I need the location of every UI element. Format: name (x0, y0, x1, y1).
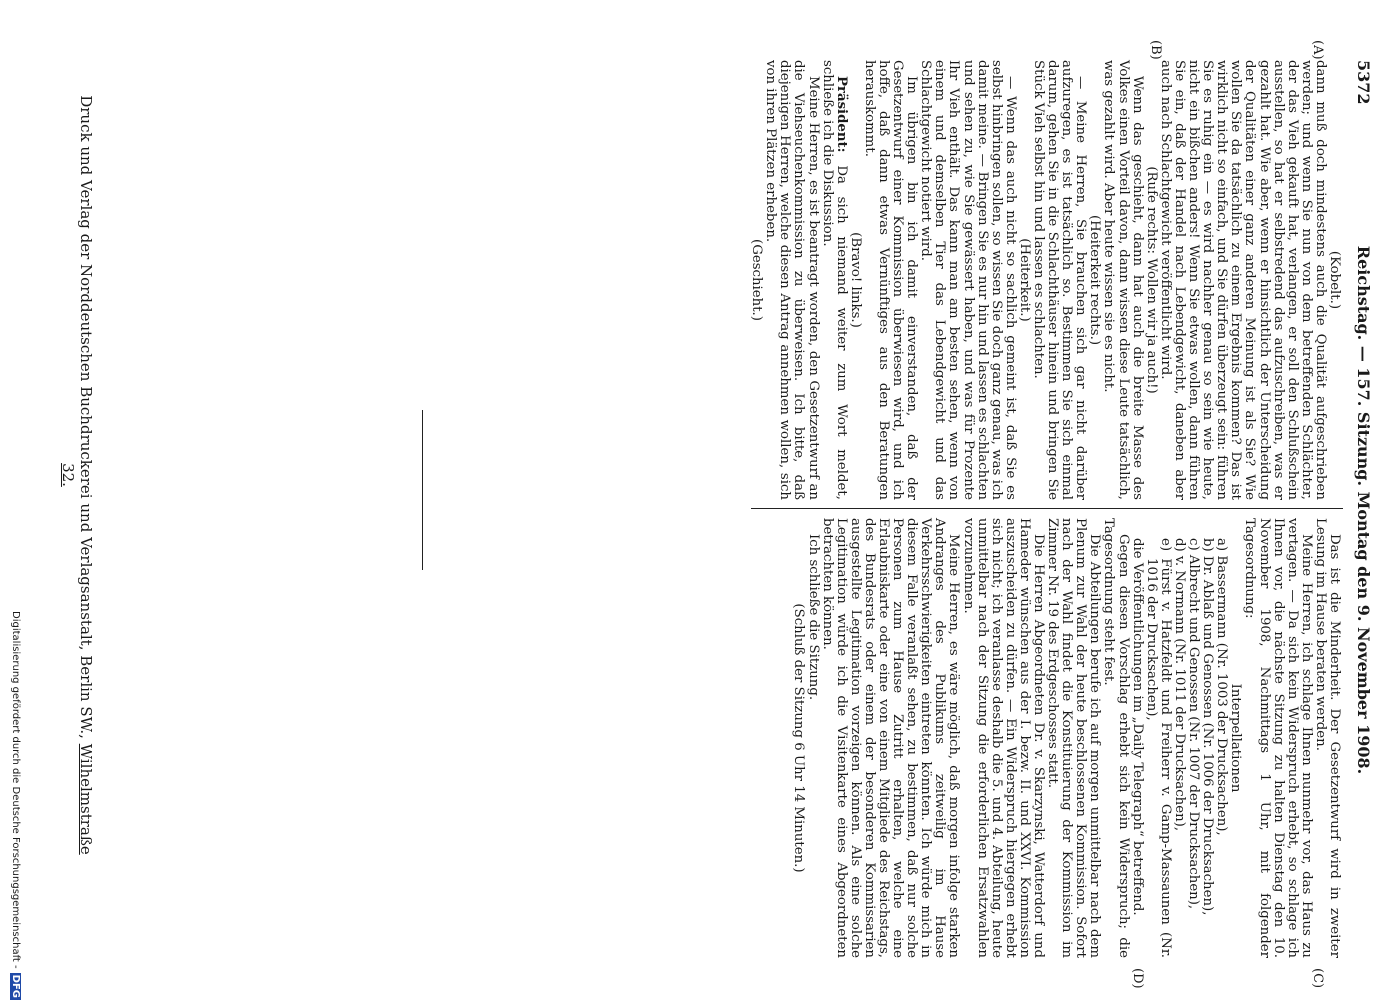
paragraph: Wenn das geschieht, dann hat auch die breite Masse des Volkes einen Vorteil davon, dann wissen diese Leute tatsächlich, was gezahlt wird. Aber heute wissen sie es nicht. (1101, 60, 1145, 500)
paragraph-text: Da sich niemand weiter zum Wort meldet, schließe ich die Diskussion. (819, 60, 849, 500)
separator-line (422, 410, 423, 570)
paragraph: dann muß doch mindestens auch die Qualität aufgeschrieben werden; und wenn Sie nun von dem betreffenden Schlächter, der das Vieh gekauft hat, verlangen, er soll den Schlußschein ausstellen, so hat er selbstredend das aufzuschreiben, was er gezahlt hat. Wie aber, wenn er hinsichtlich der Unterscheidung der Qualitäten einer ganz anderen Meinung ist als Sie? Wie wollen Sie da tatsächlich zu einem Ergebnis kommen? Das ist wirklich nicht so einfach, und Sie dürfen überzeugt sein: führen Sie es ruhig ein — es wird nachher genau so sein wie heute, nicht ein bißchen anders! Wenn Sie etwas wollen, dann führen Sie ein, daß der Handel nach Lebendgewicht, daneben aber auch nach Schlachtgewicht veröffentlicht wird. (1157, 60, 1328, 500)
interpellations-title: Interpellationen (1228, 683, 1244, 793)
page-title: Reichstag. — 157. Sitzung. Montag den 9. November 1908. (1354, 245, 1373, 775)
interjection: (Heiterkeit.) (1016, 238, 1032, 322)
interjection: (Heiterkeit rechts.) (1087, 214, 1103, 346)
imprint-footer (59, 85, 95, 865)
paragraph: Meine Herren, ich schlage Ihnen nunmehr vor, das Haus zu vertagen. — Da sich kein Widerspruch erhebt, so schlage ich Ihnen vor, die nächste Sitzung zu halten Dienstag den 10. November 1908, Nachmittags 1 Uhr, mit folgender Tagesordnung: (1242, 518, 1314, 958)
dfg-logo: DFG (10, 974, 21, 998)
paragraph: Die Abteilungen berufe ich auf morgen unmittelbar nach dem Plenum zur Wahl der heute beschlossenen Kommission. Sofort nach der Wahl findet die Konstituierung der Kommission im Zimmer Nr. 19 des Erdgeschosses statt. (1045, 518, 1103, 958)
agenda-item-tail: die Veröffentlichungen im „Daily Telegraph“ betreffend. (1129, 538, 1145, 916)
margin-marker-c: (C) (1310, 968, 1325, 989)
agenda-item: a) Bassermann (Nr. 1003 der Drucksachen), (1214, 538, 1230, 836)
paragraph: Ich schließe die Sitzung. (805, 533, 821, 701)
funding-note (10, 560, 21, 1000)
funding-text: Digitalisierung gefördert durch die Deutsche Forschungsgemeinschaft - (10, 611, 21, 969)
left-column (749, 60, 1341, 500)
paragraph: Die Herren Abgeordneten Dr. v. Skarzynski, Watterdorf und Hameder wünschen aus der I. bezw. II. und XXVI. Kommission auszuscheiden zu dürfen. — Ein Widerspruch hiergegen erhebt sich nicht; ich veranlasse deshalb die 5. und 4. Abteilung, heute unmittelbar nach der Sitzung die erforderlichen Ersatzwahlen vorzunehmen. (960, 518, 1047, 958)
interjection: (Geschieht.) (749, 239, 765, 321)
paragraph: — Meine Herren, Sie brauchen sich gar nicht darüber aufzuregen, es ist tatsächlich so. Bestimmen Sie sich einmal darum, gehen Sie in die Schlachthäuser hinein und bringen Sie Stück Vieh selbst hin und lassen es schlachten. (1031, 60, 1089, 500)
page-header (1347, 60, 1373, 960)
paragraph: Meine Herren, es wäre möglich, daß morgen infolge starken Andranges des Publikums zeitweilig im Hause Verkehrsschwierigkeiten eintreten könnten. Ich würde mich in diesem Falle veranlaßt sehen, zu bestimmen, daß nur solche Personen zum Hause Zutritt erhalten, welche eine Erlaubniskarte oder eine von einem Mitgliede des Reichstags, des Bundesrats oder einem der besonderen Kommissarien ausgestellte Legitimation vorzeigen können. Als eine solche Legitimation würde ich die Visitenkarte eines Abgeordneten betrachten können. (819, 518, 962, 958)
paragraph: Das ist die Minderheit. Der Gesetzentwurf wird in zweiter Lesung im Hause beraten werden. (1312, 518, 1342, 958)
imprint-street: Wilhelmstraße 32. (59, 463, 95, 855)
agenda-item: c) Albrecht und Genossen (Nr. 1007 der Drucksachen), (1186, 538, 1202, 910)
agenda-item: b) Dr. Ablaß und Genossen (Nr. 1006 der Drucksachen), (1200, 538, 1216, 916)
interjection: (Rufe rechts: Wollen wir ja auch!) (1143, 166, 1159, 394)
margin-marker-a: (A) (1310, 40, 1325, 60)
paragraph: Meine Herren, es ist beantragt worden, den Gesetzentwurf an die Viehseuchenkommission zu überweisen. Ich bitte, daß diejenigen Herren, welche diesen Antrag annehmen wollen, sich von ihren Plätzen erheben. (763, 60, 821, 500)
president-paragraph (820, 60, 848, 500)
paragraph: — Wenn das auch nicht so sachlich gemeint ist, daß Sie es selbst hinbringen sollen, so wissen Sie doch ganz genau, was ich damit meine. — Bringen Sie es nur hin und lassen es schlachten und sehen zu, wie Sie gewässert haben, und was für Prozente Ihr Vieh enthält. Das kann man am besten sehen, wenn von einem und demselben Tier das Lebendgewicht und das Schlachtgewicht notiert wird. (918, 60, 1018, 500)
president-label: Präsident: (833, 75, 849, 153)
margin-marker-b: (B) (1148, 40, 1163, 60)
agenda-item: d) v. Normann (Nr. 1011 der Drucksachen), (1171, 538, 1187, 832)
imprint-text: Druck und Verlag der Norddeutschen Buchdruckerei und Verlagsanstalt, Berlin SW., (77, 95, 95, 744)
paragraph: Gegen diesen Vorschlag erhebt sich kein Widerspruch; die Tagesordnung steht fest. (1101, 518, 1131, 958)
page-number: 5372 (1354, 60, 1373, 105)
margin-marker-d: (D) (1130, 968, 1145, 989)
right-column (791, 518, 1341, 958)
agenda-item: e) Fürst v. Hatzfeldt und Freiherr v. Gamp-Massaunen (Nr. 1016 der Drucksachen), (1143, 538, 1173, 958)
session-closing: (Schluß der Sitzung 6 Uhr 14 Minuten.) (791, 603, 807, 873)
paragraph: Im übrigen bin ich damit einverstanden, daß der Gesetzentwurf einer Kommission überwiesen wird, und ich hoffe, daß dann etwas Vernünftiges aus den Beratungen herauskommt. (861, 60, 920, 500)
interjection: (Bravo! links.) (847, 232, 863, 328)
speaker-name: (Kobelt.) (1327, 250, 1342, 310)
column-divider (751, 508, 1343, 509)
